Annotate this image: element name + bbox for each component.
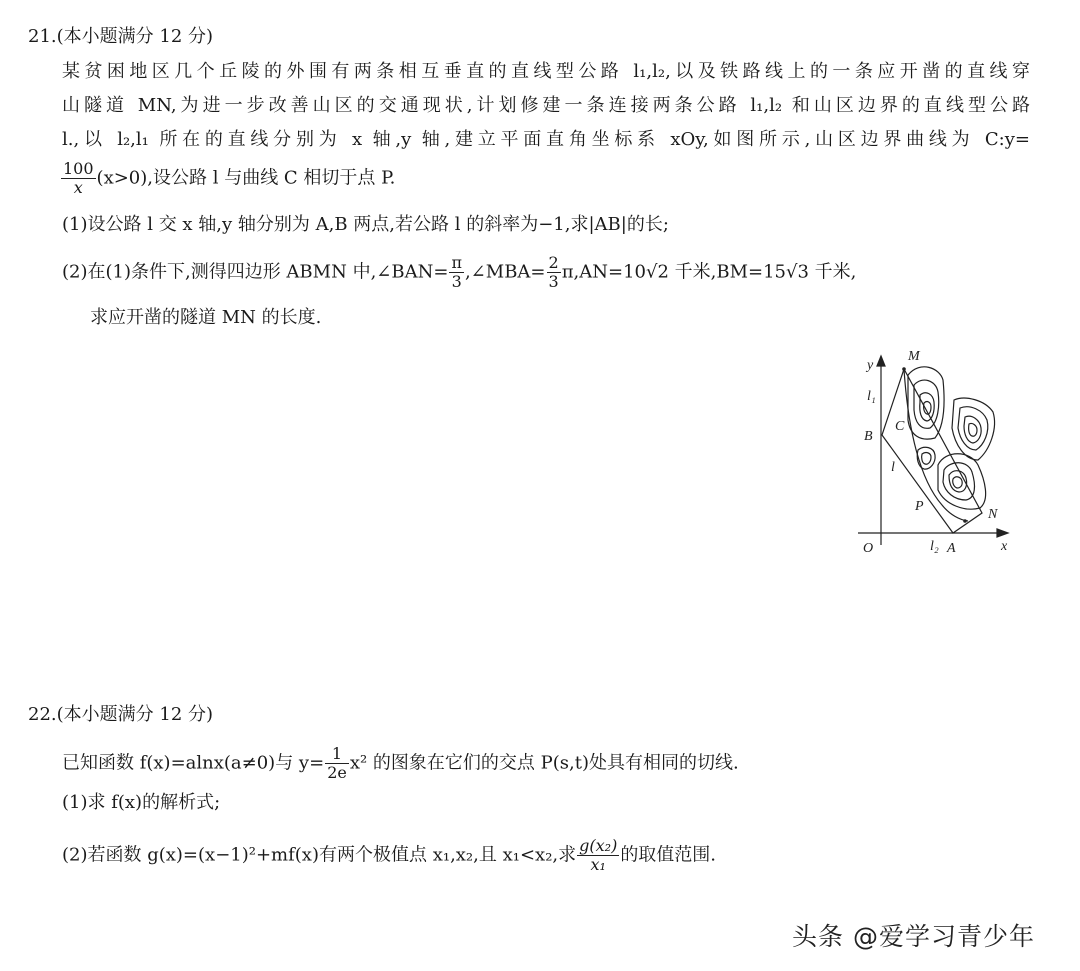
- frac-num: 1: [325, 745, 349, 764]
- q21-figure: [850, 340, 1030, 570]
- fraction-g-x2-over-x1: [577, 837, 619, 874]
- label-B: B: [864, 429, 873, 444]
- q21-part2-continued: 求应开凿的隧道 MN 的长度.: [90, 307, 322, 328]
- fraction-2-over-3: [547, 254, 561, 291]
- label-O: O: [863, 541, 874, 556]
- watermark: 头条 @爱学习青少年: [792, 922, 1035, 951]
- label-l1: l₁: [867, 389, 876, 404]
- q22-part2-text-a: (2)若函数 g(x)=(x−1)²+mf(x)有两个极值点 x₁,x₂,且 x₁<x₂,求: [62, 844, 577, 866]
- q21-line4: [60, 160, 395, 197]
- q21-score: (本小题满分 12 分): [56, 26, 214, 47]
- q21-line1: 某贫困地区几个丘陵的外围有两条相互垂直的直线型公路 l₁,l₂,以及铁路线上的一条应开凿的直线穿: [62, 61, 1030, 82]
- label-y: y: [867, 358, 874, 373]
- q21-line4-text: (x>0),设公路 l 与曲线 C 相切于点 P.: [96, 167, 396, 189]
- q21-number: 21.: [28, 26, 57, 47]
- q22-line1: [62, 745, 739, 782]
- q21-part2: [62, 254, 856, 291]
- frac-num: g(x₂): [579, 836, 618, 855]
- q22-line1-text-a: 已知函数 f(x)=alnx(a≠0)与 y=: [62, 752, 325, 774]
- fraction-1-over-2e: [325, 745, 349, 782]
- frac-num: 100: [63, 159, 94, 178]
- y-axis-arrow-icon: [877, 356, 885, 366]
- q21-part2-text-a: (2)在(1)条件下,测得四边形 ABMN 中,∠BAN=: [62, 261, 449, 283]
- contour-group-4: [938, 454, 986, 509]
- label-P: P: [915, 499, 924, 514]
- frac-den: x: [73, 178, 83, 197]
- point-M: [902, 367, 906, 371]
- q22-part2-text-b: 的取值范围.: [620, 844, 717, 866]
- q22-heading: [28, 703, 213, 727]
- label-N: N: [988, 507, 998, 522]
- q22-number: 22.: [28, 704, 57, 725]
- frac-den: 3: [548, 272, 559, 291]
- q22-part2: [62, 837, 716, 874]
- q21-part1: (1)设公路 l 交 x 轴,y 轴分别为 A,B 两点,若公路 l 的斜率为−1,求|AB|的长;: [62, 214, 669, 235]
- q21-part2-text-b: ,∠MBA=: [464, 261, 546, 283]
- frac-den: 3: [451, 272, 462, 291]
- label-C: C: [895, 419, 905, 434]
- label-M: M: [908, 349, 920, 364]
- contour-group-2: [952, 398, 995, 460]
- q21-line3: l.,以 l₂,l₁ 所在的直线分别为 x 轴,y 轴,建立平面直角坐标系 xOy,如图所示,山区边界曲线为 C:y=: [62, 129, 1030, 150]
- point-near-A: [963, 519, 967, 523]
- q21-part2-text-c: π,AN=10√2 千米,BM=15√3 千米,: [561, 261, 857, 283]
- label-l: l: [891, 460, 895, 475]
- contour-group-1: [908, 367, 944, 439]
- frac-den: 2e: [327, 763, 347, 782]
- q22-part1: (1)求 f(x)的解析式;: [62, 792, 221, 813]
- contour-group-3: [917, 447, 935, 469]
- q22-score: (本小题满分 12 分): [56, 704, 214, 725]
- frac-den: x₁: [590, 855, 606, 874]
- frac-num: π: [451, 253, 462, 272]
- x-axis-arrow-icon: [997, 529, 1008, 537]
- q22-line1-text-b: x² 的图象在它们的交点 P(s,t)处具有相同的切线.: [349, 752, 739, 774]
- fraction-pi-over-3: [449, 254, 464, 291]
- q21-heading: [28, 25, 213, 49]
- q21-line2: 山隧道 MN,为进一步改善山区的交通现状,计划修建一条连接两条公路 l₁,l₂ 和山区边界的直线型公路: [62, 95, 1030, 116]
- label-x: x: [1001, 539, 1008, 554]
- frac-num: 2: [548, 253, 559, 272]
- label-l2: l₂: [930, 539, 939, 554]
- label-A: A: [947, 541, 956, 556]
- fraction-100-over-x: [61, 160, 96, 197]
